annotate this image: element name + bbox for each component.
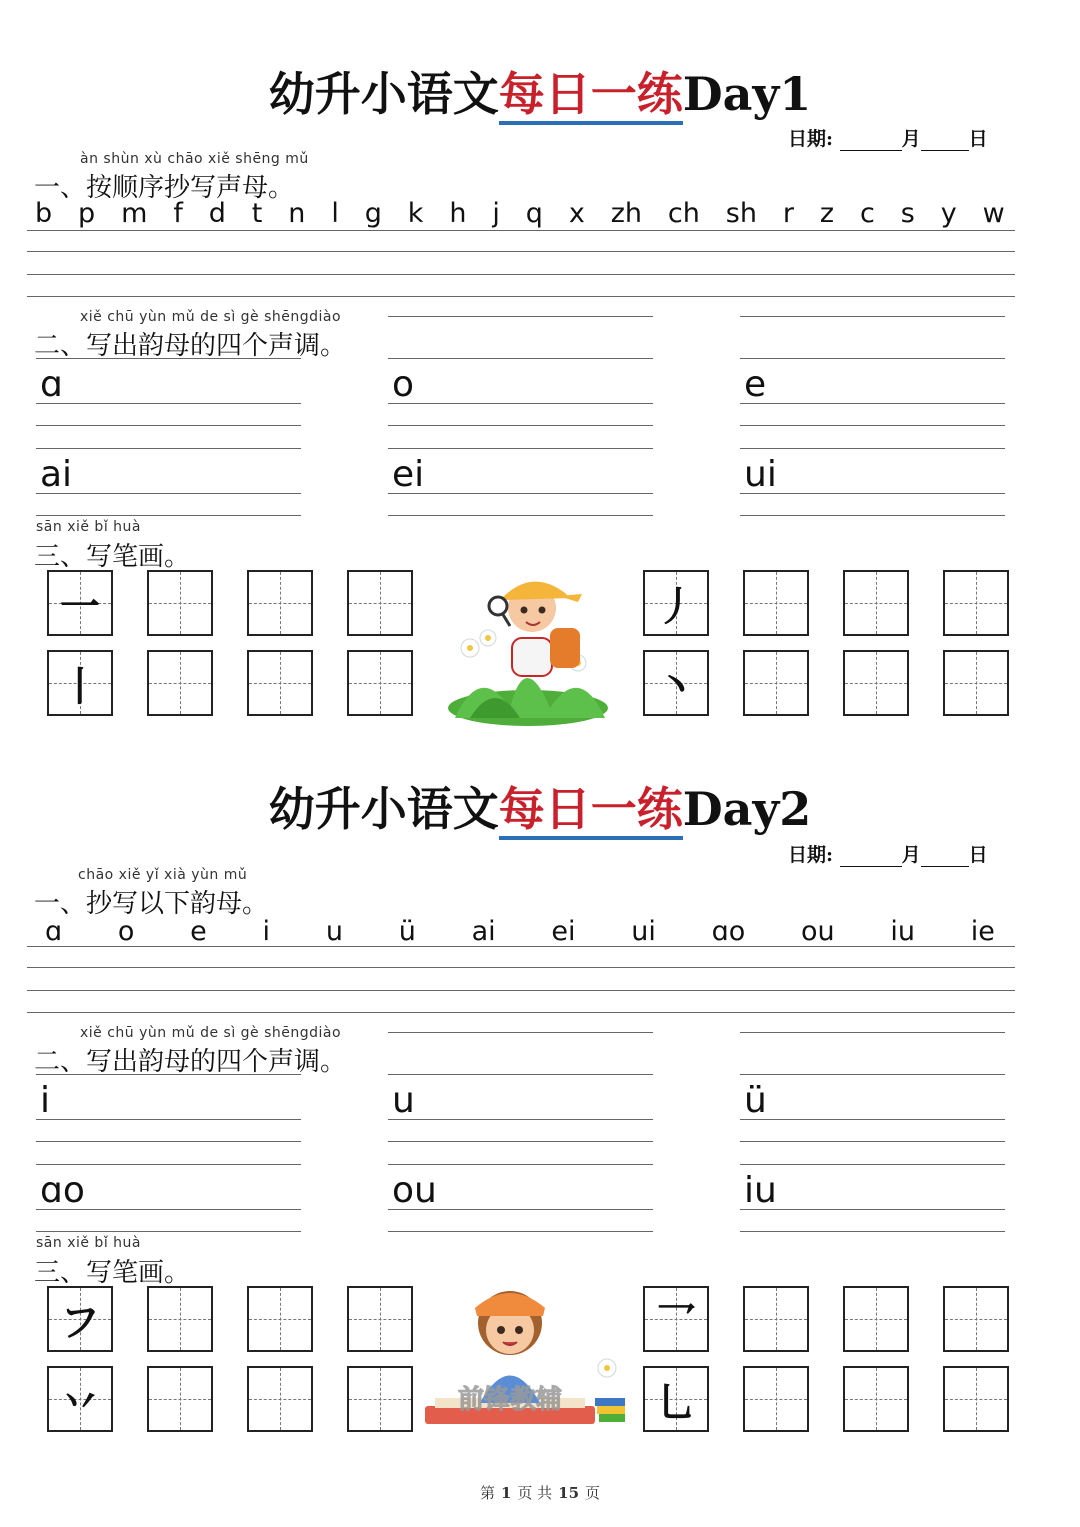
- pinyin-letter: q: [525, 198, 543, 229]
- writing-line[interactable]: [388, 1231, 653, 1232]
- title-prefix: 幼升小语文: [268, 67, 499, 121]
- vowel-label: u: [392, 1080, 415, 1121]
- writing-line[interactable]: [27, 274, 1015, 275]
- pinyin-letter: n: [288, 198, 306, 229]
- writing-line[interactable]: [740, 403, 1005, 404]
- pinyin-letter: k: [407, 198, 424, 229]
- writing-line[interactable]: [388, 358, 653, 359]
- tian-grid-box[interactable]: [943, 1286, 1009, 1352]
- pinyin-letter: t: [251, 198, 263, 229]
- tian-grid-box[interactable]: [643, 1286, 709, 1352]
- tian-grid-box[interactable]: [247, 1286, 313, 1352]
- tian-grid-box[interactable]: [247, 650, 313, 716]
- initials-sequence: [35, 198, 1005, 229]
- title-prefix: 幼升小语文: [268, 782, 499, 836]
- pinyin-letter: ɑo: [711, 916, 746, 947]
- page-number: 1: [500, 1484, 512, 1502]
- pinyin-letter: d: [208, 198, 226, 229]
- writing-line[interactable]: [740, 1074, 1005, 1075]
- tian-grid-box[interactable]: [643, 650, 709, 716]
- pinyin-letter: p: [78, 198, 96, 229]
- writing-line[interactable]: [36, 493, 301, 494]
- footer-text: 页: [585, 1484, 601, 1502]
- pinyin-letter: ai: [471, 916, 496, 947]
- tian-grid-box[interactable]: [943, 650, 1009, 716]
- stroke-character: 丿: [656, 583, 696, 630]
- month-label: 月: [901, 844, 921, 866]
- pinyin-letter: b: [35, 198, 53, 229]
- pinyin-letter: w: [982, 198, 1005, 229]
- pinyin-letter: ei: [551, 916, 576, 947]
- pinyin-letter: l: [331, 198, 339, 229]
- date-blank[interactable]: [840, 846, 902, 867]
- pinyin-letter: ui: [631, 916, 656, 947]
- pinyin-letter: c: [860, 198, 875, 229]
- stroke-character: フ: [60, 1299, 100, 1346]
- vowel-label: i: [40, 1080, 51, 1121]
- pinyin-letter: ch: [667, 198, 700, 229]
- sec3-pinyin: sān xiě bǐ huà: [36, 1235, 141, 1251]
- vowel-label: ei: [392, 454, 425, 495]
- title-highlight: 每日一练: [499, 782, 683, 840]
- watermark-text: 前锋教辅: [457, 1385, 563, 1415]
- day1-title: [0, 58, 1080, 124]
- stroke-character: 一: [60, 583, 100, 630]
- pinyin-letter: s: [900, 198, 915, 229]
- explorer-kid-illustration: [440, 568, 615, 728]
- pinyin-letter: e: [190, 916, 207, 947]
- writing-line[interactable]: [36, 448, 301, 449]
- writing-line[interactable]: [27, 296, 1015, 297]
- writing-line[interactable]: [740, 1209, 1005, 1210]
- writing-line[interactable]: [36, 1141, 301, 1142]
- tian-grid-box[interactable]: [147, 650, 213, 716]
- pinyin-letter: r: [782, 198, 794, 229]
- tian-grid-box[interactable]: [843, 650, 909, 716]
- vowel-label: ü: [744, 1080, 767, 1121]
- writing-line[interactable]: [36, 1074, 301, 1075]
- writing-line[interactable]: [27, 946, 1015, 947]
- sec1-pinyin: chāo xiě yǐ xià yùn mǔ: [78, 867, 248, 883]
- writing-line[interactable]: [388, 1141, 653, 1142]
- tian-grid-box[interactable]: [147, 1366, 213, 1432]
- pinyin-letter: z: [819, 198, 835, 229]
- vowel-label: ɑo: [40, 1170, 85, 1211]
- tian-grid-box[interactable]: [843, 1366, 909, 1432]
- tian-grid-box[interactable]: [943, 570, 1009, 636]
- vowel-label: e: [744, 364, 767, 405]
- tian-grid-box[interactable]: [247, 570, 313, 636]
- pinyin-letter: j: [492, 198, 500, 229]
- writing-line[interactable]: [36, 358, 301, 359]
- stroke-character: 丨: [60, 663, 100, 710]
- sec3-pinyin: sān xiě bǐ huà: [36, 519, 141, 535]
- writing-line[interactable]: [388, 448, 653, 449]
- sec2-heading: 二、写出韵母的四个声调。: [34, 1047, 347, 1077]
- pinyin-letter: ie: [970, 916, 995, 947]
- writing-line[interactable]: [740, 316, 1005, 317]
- writing-line[interactable]: [740, 1231, 1005, 1232]
- date-label: 日期:: [788, 128, 834, 150]
- sec2-pinyin: xiě chū yùn mǔ de sì gè shēngdiào: [80, 1025, 342, 1041]
- pinyin-letter: y: [940, 198, 957, 229]
- tian-grid-box[interactable]: [347, 650, 413, 716]
- footer-text: 页 共: [517, 1484, 553, 1502]
- writing-line[interactable]: [27, 230, 1015, 231]
- writing-line[interactable]: [740, 448, 1005, 449]
- title-suffix: Day2: [682, 782, 812, 836]
- title-suffix: Day1: [682, 67, 812, 121]
- date-blank[interactable]: [921, 846, 969, 867]
- vowel-label: ɑ: [40, 364, 63, 405]
- writing-line[interactable]: [388, 1119, 653, 1120]
- tian-grid-box[interactable]: [743, 570, 809, 636]
- title-highlight: 每日一练: [499, 67, 683, 125]
- tian-grid-box[interactable]: [47, 650, 113, 716]
- writing-line[interactable]: [27, 251, 1015, 252]
- stroke-character: 丶: [656, 663, 696, 710]
- writing-line[interactable]: [740, 1032, 1005, 1033]
- writing-line[interactable]: [740, 515, 1005, 516]
- sec3-heading: 三、写笔画。: [34, 542, 191, 572]
- reading-girl-illustration: [425, 1278, 635, 1433]
- tian-grid-box[interactable]: [743, 650, 809, 716]
- day-label: 日: [968, 128, 988, 150]
- total-pages: 15: [558, 1484, 580, 1502]
- writing-line[interactable]: [740, 425, 1005, 426]
- tian-grid-box[interactable]: [147, 570, 213, 636]
- pinyin-letter: g: [364, 198, 382, 229]
- pinyin-letter: ɑ: [45, 916, 63, 947]
- vowel-label: ai: [40, 454, 73, 495]
- vowel-label: ui: [744, 454, 777, 495]
- pinyin-letter: iu: [890, 916, 916, 947]
- tian-grid-box[interactable]: [147, 1286, 213, 1352]
- writing-line[interactable]: [36, 403, 301, 404]
- writing-line[interactable]: [27, 967, 1015, 968]
- month-label: 月: [901, 128, 921, 150]
- page-footer: [0, 1482, 1080, 1503]
- tian-grid-box[interactable]: [347, 1286, 413, 1352]
- writing-line[interactable]: [388, 493, 653, 494]
- writing-line[interactable]: [36, 515, 301, 516]
- writing-line[interactable]: [740, 1164, 1005, 1165]
- tian-grid-box[interactable]: [743, 1286, 809, 1352]
- writing-line[interactable]: [36, 1119, 301, 1120]
- pinyin-letter: ü: [398, 916, 416, 947]
- sec2-heading: 二、写出韵母的四个声调。: [34, 331, 347, 361]
- day-label: 日: [968, 844, 988, 866]
- tian-grid-box[interactable]: [843, 570, 909, 636]
- writing-line[interactable]: [388, 1164, 653, 1165]
- writing-line[interactable]: [36, 1231, 301, 1232]
- tian-grid-box[interactable]: [347, 570, 413, 636]
- stroke-character: 丷: [60, 1379, 100, 1426]
- tian-grid-box[interactable]: [643, 570, 709, 636]
- writing-line[interactable]: [36, 425, 301, 426]
- writing-line[interactable]: [740, 358, 1005, 359]
- pinyin-letter: u: [325, 916, 343, 947]
- sec2-pinyin: xiě chū yùn mǔ de sì gè shēngdiào: [80, 309, 342, 325]
- pinyin-letter: sh: [725, 198, 757, 229]
- sec1-heading: 一、抄写以下韵母。: [34, 889, 269, 919]
- writing-line[interactable]: [388, 1074, 653, 1075]
- tian-grid-box[interactable]: [47, 1366, 113, 1432]
- writing-line[interactable]: [388, 403, 653, 404]
- tian-grid-box[interactable]: [943, 1366, 1009, 1432]
- finals-sequence: [45, 916, 995, 947]
- pinyin-letter: i: [262, 916, 271, 947]
- tian-grid-box[interactable]: [347, 1366, 413, 1432]
- pinyin-letter: f: [173, 198, 183, 229]
- tian-grid-box[interactable]: [247, 1366, 313, 1432]
- tian-grid-box[interactable]: [843, 1286, 909, 1352]
- date-blank[interactable]: [921, 130, 969, 151]
- writing-line[interactable]: [740, 493, 1005, 494]
- day2-title: [0, 773, 1080, 839]
- tian-grid-box[interactable]: [47, 570, 113, 636]
- date-blank[interactable]: [840, 130, 902, 151]
- day2-date-field: [788, 840, 988, 867]
- tian-grid-box[interactable]: [643, 1366, 709, 1432]
- sec1-heading: 一、按顺序抄写声母。: [34, 173, 295, 203]
- writing-line[interactable]: [388, 1032, 653, 1033]
- date-label: 日期:: [788, 844, 834, 866]
- vowel-label: ou: [392, 1170, 437, 1211]
- writing-line[interactable]: [388, 316, 653, 317]
- vowel-label: o: [392, 364, 415, 405]
- writing-line[interactable]: [27, 990, 1015, 991]
- sec3-heading: 三、写笔画。: [34, 1258, 191, 1288]
- writing-line[interactable]: [36, 1164, 301, 1165]
- tian-grid-box[interactable]: [47, 1286, 113, 1352]
- writing-line[interactable]: [740, 1119, 1005, 1120]
- day1-date-field: [788, 124, 988, 151]
- stroke-character: 乛: [656, 1299, 696, 1346]
- pinyin-letter: zh: [610, 198, 643, 229]
- tian-grid-box[interactable]: [743, 1366, 809, 1432]
- pinyin-letter: m: [121, 198, 148, 229]
- stroke-character: 乚: [656, 1379, 696, 1426]
- pinyin-letter: ou: [801, 916, 835, 947]
- pinyin-letter: x: [568, 198, 585, 229]
- footer-text: 第: [479, 1484, 495, 1502]
- pinyin-letter: o: [117, 916, 135, 947]
- sec1-pinyin: àn shùn xù chāo xiě shēng mǔ: [80, 151, 309, 167]
- vowel-label: iu: [744, 1170, 777, 1211]
- writing-line[interactable]: [740, 1141, 1005, 1142]
- writing-line[interactable]: [388, 425, 653, 426]
- writing-line[interactable]: [388, 515, 653, 516]
- writing-line[interactable]: [27, 1012, 1015, 1013]
- pinyin-letter: h: [449, 198, 467, 229]
